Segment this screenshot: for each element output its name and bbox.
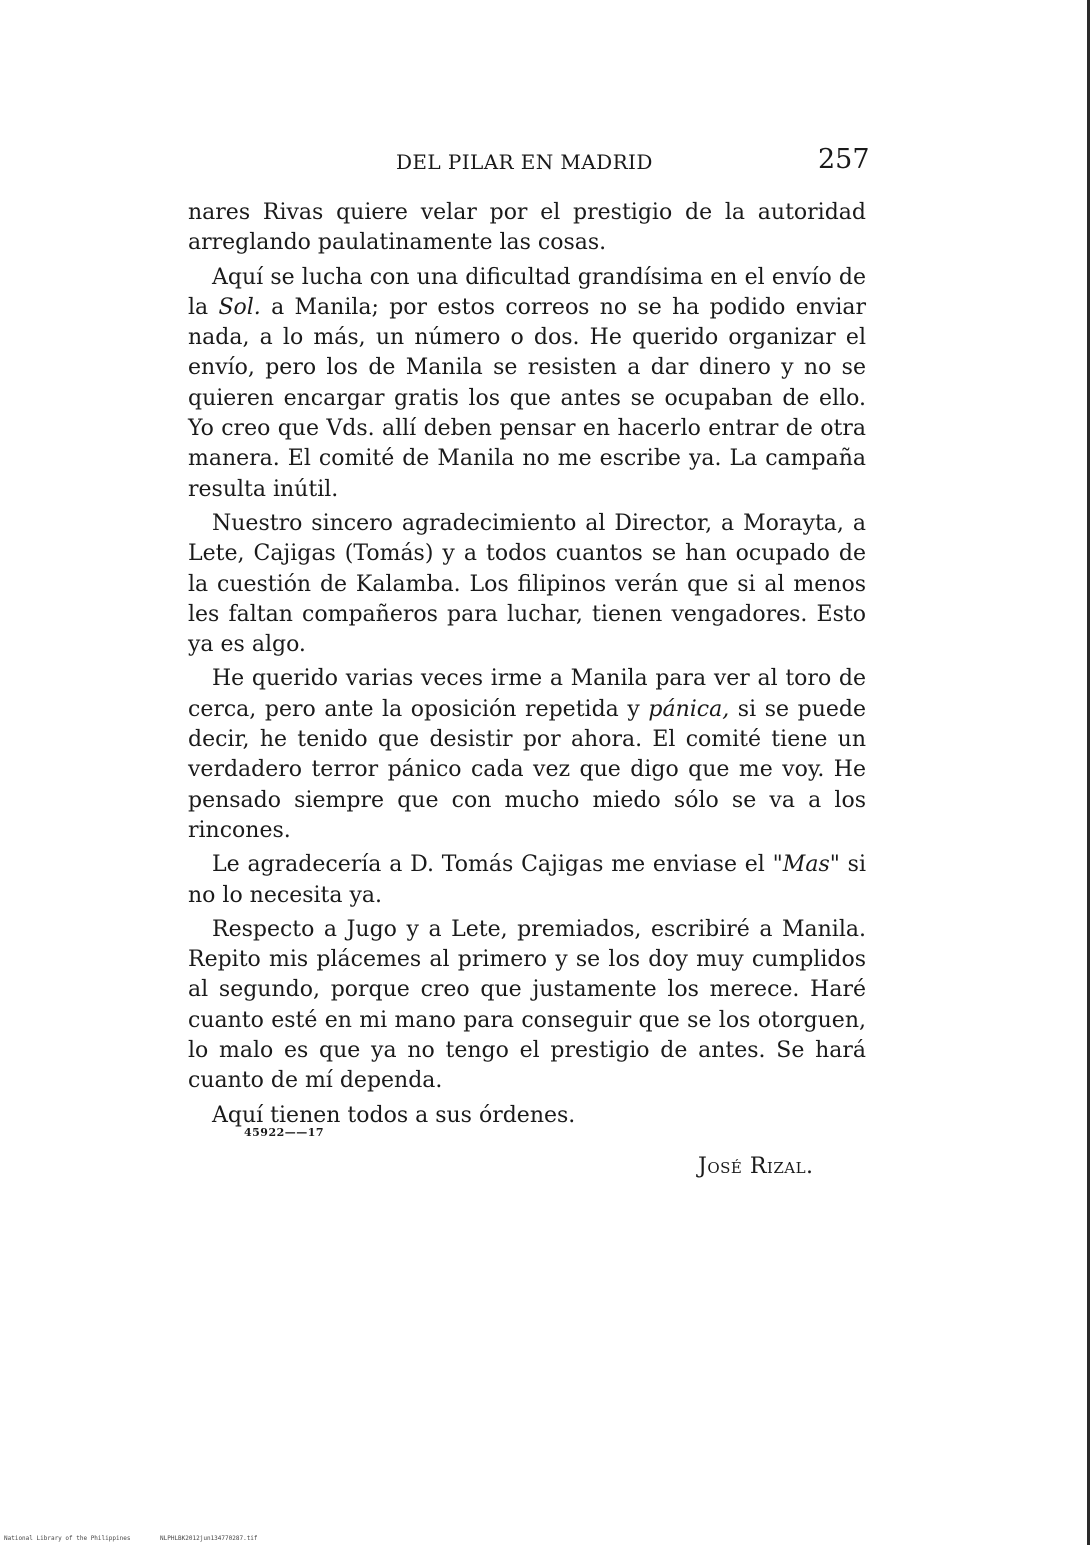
paragraph-text: Aquí tienen todos a sus órdenes.: [212, 1102, 576, 1128]
paragraph: [188, 509, 866, 660]
paragraph: [188, 664, 866, 846]
paragraph-text: Le agradecería a D. Tomás Cajigas me enviase el ": [212, 852, 783, 878]
italic-text: pánica,: [648, 696, 730, 722]
paragraph: [188, 198, 866, 259]
letter-body: [188, 198, 866, 1135]
page-number: 257: [818, 144, 870, 175]
author-signature: José Rizal.: [698, 1154, 814, 1179]
paragraph-text: Aquí se lucha con una dificultad grandísima en el envío de la: [188, 264, 866, 320]
printer-signature-code: 45922——17: [244, 1126, 325, 1139]
footer-file-id: NLPHLBK2012jun134770287.tif: [160, 1535, 258, 1542]
paragraph-text: " si no lo necesita ya.: [188, 852, 866, 908]
paragraph-text: nares Rivas quiere velar por el prestigio de la autoridad arreglando paulatinamente las cosas.: [188, 200, 866, 256]
paragraph-text: Nuestro sincero agradecimiento al Director, a Morayta, a Lete, Cajigas (Tomás) y a todos cuantos se han ocupado de la cuestión de Kalamba. Los filipinos verán que si al menos les faltan compañeros para luchar, tienen vengadores. Esto ya es algo.: [188, 510, 866, 658]
paragraph: [188, 915, 866, 1097]
footer-credit: National Library of the Philippines: [4, 1535, 131, 1542]
paragraph-text: si se puede decir, he tenido que desistir por ahora. El comité tiene un verdadero terror pánico cada vez que digo que me voy. He pensado siempre que con mucho miedo sólo se va a los rincones.: [188, 696, 866, 843]
paragraph: [188, 850, 866, 911]
italic-text: Mas: [782, 852, 830, 878]
running-head: DEL PILAR EN MADRID: [396, 150, 653, 174]
paragraph-text: Respecto a Jugo y a Lete, premiados, escribiré a Manila. Repito mis plácemes al primero y se los doy muy cumplidos al segundo, porque creo que justamente los merece. Haré cuanto esté en mi mano para conseguir que se los otorguen, lo malo es que ya no tengo el prestigio de antes. Se hará cuanto de mí dependa.: [188, 916, 866, 1094]
paragraph: [188, 263, 866, 505]
italic-text: Sol.: [218, 294, 261, 320]
paragraph-text: a Manila; por estos correos no se ha podido enviar nada, a lo más, un número o dos. He querido organizar el envío, pero los de Manila se resisten a dar dinero y no se quieren encargar gratis los que antes se ocupaban de ello. Yo creo que Vds. allí deben pensar en hacerlo entrar de otra manera. El comité de Manila no me escribe ya. La campaña resulta inútil.: [188, 294, 866, 502]
paragraph-text: He querido varias veces irme a Manila para ver al toro de cerca, pero ante la oposición repetida y: [188, 666, 866, 722]
